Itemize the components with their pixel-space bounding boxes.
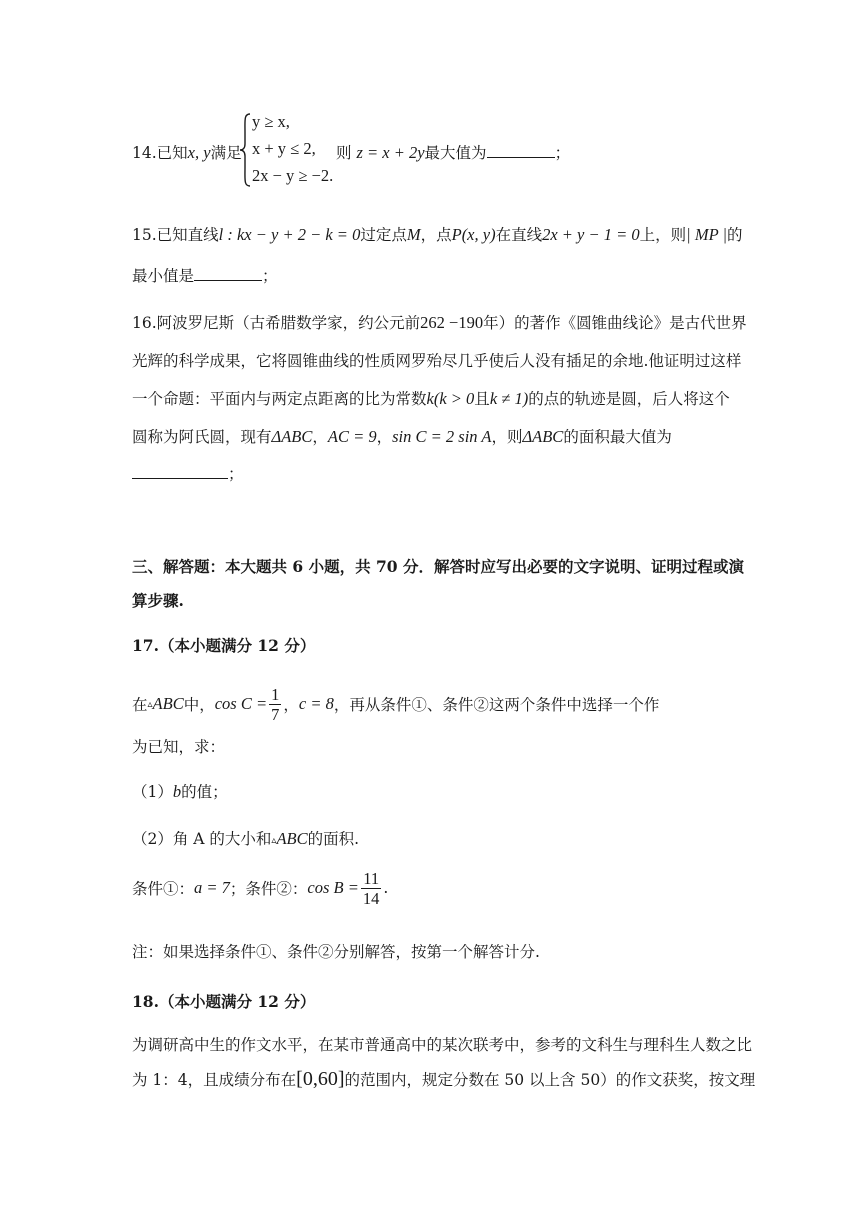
q16-end: ；: [228, 465, 244, 483]
q18-text: 为 1：4，且成绩分布在: [132, 1071, 297, 1089]
q17-intro-line-2: 为已知，求：: [132, 738, 226, 756]
q15-text: 在直线: [495, 226, 543, 244]
q18-interval: [0,60]: [296, 1068, 345, 1090]
q14-suffix: 最大值为: [424, 144, 487, 162]
q17-text: ；条件②：: [229, 880, 308, 898]
q16-math: AC = 9: [327, 427, 377, 446]
q17-cos-b-fraction: [361, 869, 382, 908]
section-3-line-2: 算步骤.: [132, 591, 184, 610]
q16-text: 的点的轨迹是圆，后人将这个: [528, 390, 730, 408]
q17-abc: ABC: [276, 829, 308, 848]
q17-text: ，再从条件①、条件②这两个条件中选择一个作: [333, 696, 660, 714]
q15-text: 上，则: [639, 226, 687, 244]
fraction-denominator: 7: [271, 704, 280, 724]
q15-line-equation: l : kx − y + 2 − k = 0: [218, 225, 361, 244]
fraction-denominator: 14: [362, 888, 380, 908]
q16-text: 的面积最大值为: [563, 428, 672, 446]
q14-expr: z = x + 2y: [356, 143, 425, 162]
q16-text: 年）的著作《圆锥曲线论》是古代世界: [483, 314, 747, 332]
q15-line-2: [132, 264, 278, 286]
q16-text: ，: [312, 428, 328, 446]
q15-point-p: P(x, y): [451, 225, 496, 244]
q16-text: ，则: [491, 428, 523, 446]
q16-math: ΔABC: [271, 427, 313, 446]
q17-text: 中，: [183, 696, 215, 714]
q16-text: 一个命题：平面内与两定点距离的比为常数: [132, 390, 427, 408]
q17-part-2: [132, 827, 359, 849]
q16-years: 262 −190: [420, 313, 484, 332]
q15-answer-blank: [194, 266, 262, 281]
q17-c-value: c = 8: [298, 694, 334, 713]
q15-mp: | MP |: [686, 225, 728, 244]
left-brace-icon: [238, 112, 252, 188]
fraction-numerator: 11: [363, 868, 380, 888]
q15-point-m: M: [406, 225, 421, 244]
q18-text: 的范围内，规定分数在 50 以上含 50）的作文获奖，按文理: [344, 1071, 756, 1089]
q17-text: （1）: [132, 783, 173, 801]
triangle-icon: ▵: [147, 698, 153, 710]
q17-text: .: [383, 879, 389, 897]
q14-constraint-3: 2x − y ≥ −2.: [252, 166, 334, 185]
q16-text: 且: [474, 390, 490, 408]
q16-text: 16.阿波罗尼斯（古希腊数学家，约公元前: [132, 314, 421, 332]
q14-then: 则: [336, 144, 352, 162]
q16-text: 圆称为阿氏圆，现有: [132, 428, 272, 446]
triangle-icon: ▵: [271, 835, 277, 846]
q15-text: ，点: [420, 226, 452, 244]
q14-tail: [336, 141, 570, 163]
q17-note: 注：如果选择条件①、条件②分别解答，按第一个解答计分.: [132, 943, 540, 961]
q17-part-1: [132, 780, 228, 802]
q14-satisfy: 满足: [210, 144, 242, 162]
q17-cos-c-fraction: [269, 685, 281, 724]
q17-text: 在: [132, 696, 148, 714]
q15-prefix: 15.已知直线: [132, 226, 219, 244]
q14-vars: x, y: [187, 143, 211, 162]
q15-line2-equation: 2x + y − 1 = 0: [542, 225, 640, 244]
q16-text: ，: [376, 428, 393, 446]
q14-constraint-1: y ≥ x,: [252, 112, 290, 131]
q16-line-3: [132, 387, 730, 409]
q14-end: ；: [554, 144, 571, 162]
q15-line-1: [132, 223, 743, 245]
q16-math: k ≠ 1): [489, 389, 529, 408]
q17-cos-b: cos B =: [307, 878, 359, 897]
q15-text: 过定点: [360, 226, 407, 244]
q17-cos-c: cos C =: [214, 694, 268, 713]
q16-line-4: [132, 425, 672, 447]
q16-line-2: [132, 349, 741, 371]
q17-text: 的面积.: [307, 830, 360, 848]
q18-header: 18.（本小题满分 12 分）: [132, 992, 316, 1011]
q15-end: ；: [262, 267, 278, 285]
q16-math: k(k > 0: [426, 389, 475, 408]
q17-abc: ABC: [152, 694, 184, 713]
q16-math: sin C = 2 sin A: [392, 427, 492, 446]
q17-intro-line-1: [132, 682, 659, 726]
q18-line-1: 为调研高中生的作文水平，在某市普通高中的某次联考中，参考的文科生与理科生人数之比: [132, 1036, 753, 1054]
q14-answer-blank: [487, 143, 555, 158]
q16-line-1: [132, 311, 747, 333]
q16-answer-blank: [132, 464, 228, 479]
section-3-line-1: 三、解答题：本大题共 6 小题，共 70 分．解答时应写出必要的文字说明、证明过程或演: [132, 557, 744, 576]
q17-header: 17.（本小题满分 12 分）: [132, 636, 316, 655]
q16-text: 光辉的科学成果，它将圆锥曲线的性质网罗殆尽几乎使后人没有插足的余地.他证明过这样: [132, 352, 742, 370]
q16-math: ΔABC: [522, 427, 564, 446]
q15-text: 最小值是: [132, 267, 195, 285]
q18-line-2: [132, 1068, 755, 1091]
q14-constraint-2: x + y ≤ 2,: [252, 139, 316, 158]
q14-prefix: 14.已知: [132, 144, 188, 162]
q15-text: 的: [727, 226, 743, 244]
q17-b: b: [172, 782, 182, 801]
q17-text: 的值；: [181, 783, 228, 801]
q17-a-value: a = 7: [194, 878, 230, 897]
fraction-numerator: 1: [271, 684, 280, 704]
q14-line: [132, 141, 242, 163]
q17-text: 条件①：: [132, 880, 195, 898]
q17-text: （2）角 A 的大小和: [132, 830, 272, 848]
q17-conditions: [132, 866, 388, 910]
q17-text: ，: [283, 696, 299, 714]
q16-line-5: [132, 462, 244, 484]
